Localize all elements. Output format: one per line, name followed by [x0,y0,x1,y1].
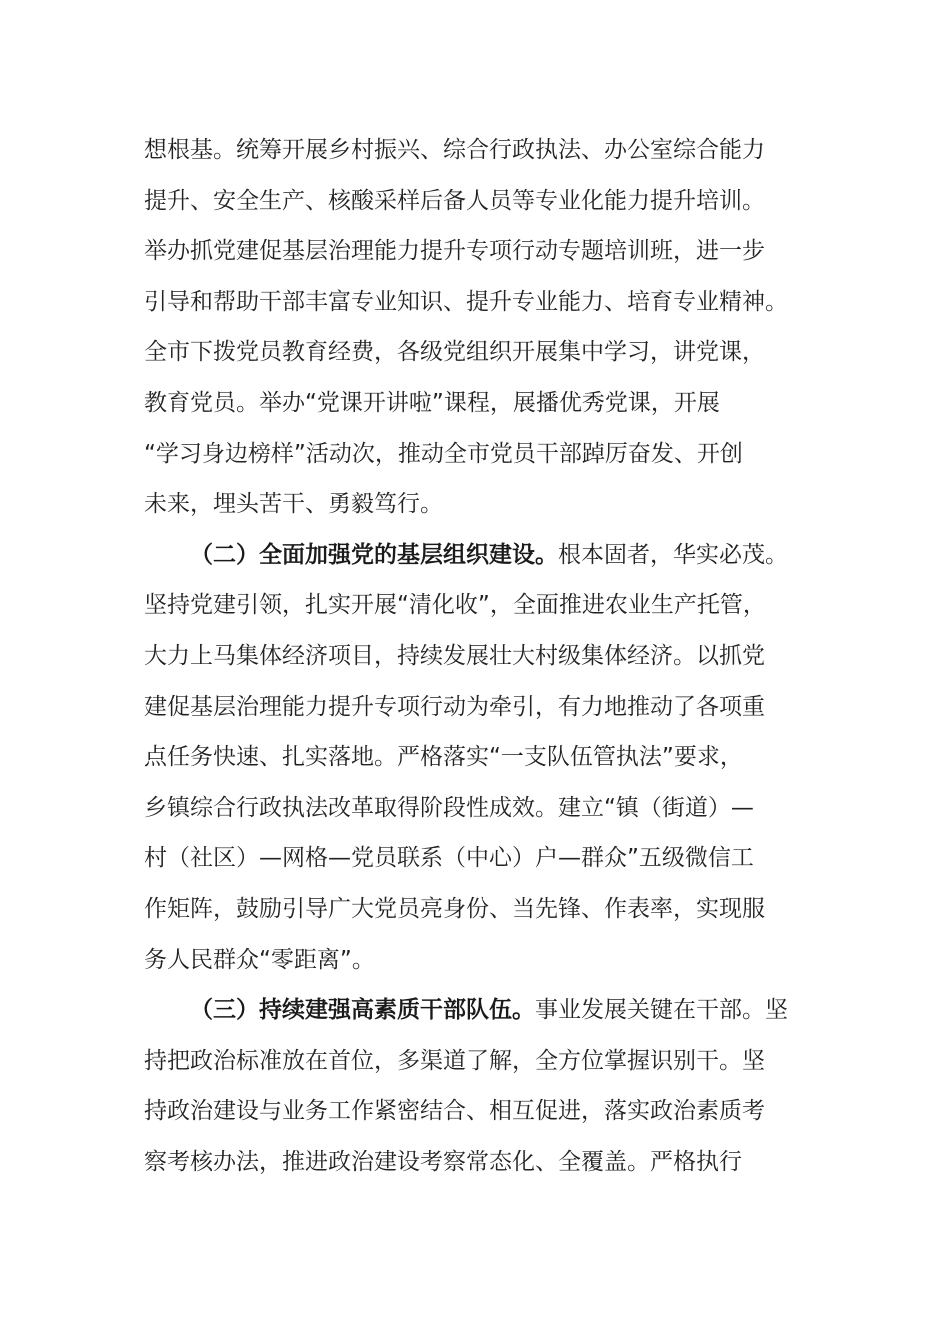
paragraph-3 [144,985,824,1187]
text-line: 点任务快速、扎实落地。严格落实“一支队伍管执法”要求， [144,744,743,771]
text-line: 村（社区）—网格—党员联系（中心）户—群众”五级微信工 [144,845,754,872]
text-line: 全市下拨党员教育经费，各级党组织开展集中学习，讲党课， [144,339,765,366]
paragraph-first-line [144,985,824,1036]
text-line: 提升、安全生产、核酸采样后备人员等专业化能力提升培训。 [144,187,765,214]
section-heading: （三）持续建强高素质干部队伍。 [190,997,535,1024]
text-line: 大力上马集体经济项目，持续发展壮大村级集体经济。以抓党 [144,642,765,669]
text-line: 坚持党建引领，扎实开展“清化收”，全面推进农业生产托管， [144,592,766,619]
document-body [144,125,824,1187]
text-run: 事业发展关键在干部。坚 [535,997,788,1024]
text-line: 想根基。统筹开展乡村振兴、综合行政执法、办公室综合能力 [144,137,765,163]
paragraph-1 [144,125,824,530]
text-line: 未来，埋头苦干、勇毅笃行。 [144,491,443,518]
text-line: 乡镇综合行政执法改革取得阶段性成效。建立“镇（街道）— [144,794,754,821]
text-line: 察考核办法，推进政治建设考察常态化、全覆盖。严格执行 [144,1148,742,1175]
text-line: 教育党员。举办“党课开讲啦”课程，展播优秀党课，开展 [144,389,720,416]
section-heading: （二）全面加强党的基层组织建设。 [190,541,558,568]
paragraph-first-line [144,530,824,581]
text-line: 引导和帮助干部丰富专业知识、提升专业能力、培育专业精神。 [144,288,788,315]
text-line: 持把政治标准放在首位，多渠道了解，全方位掌握识别干。坚 [144,1047,765,1074]
text-line: 务人民群众“零距离”。 [144,946,375,973]
text-run: 根本固者，华实必茂。 [558,541,788,568]
text-line: 举办抓党建促基层治理能力提升专项行动专题培训班，进一步 [144,238,765,265]
text-line: 持政治建设与业务工作紧密结合、相互促进，落实政治素质考 [144,1098,765,1125]
text-line: 作矩阵，鼓励引导广大党员亮身份、当先锋、作表率，实现服 [144,895,765,922]
text-line: “学习身边榜样”活动次，推动全市党员干部踔厉奋发、开创 [144,440,743,467]
paragraph-2 [144,530,824,985]
text-line: 建促基层治理能力提升专项行动为牵引，有力地推动了各项重 [144,693,765,720]
